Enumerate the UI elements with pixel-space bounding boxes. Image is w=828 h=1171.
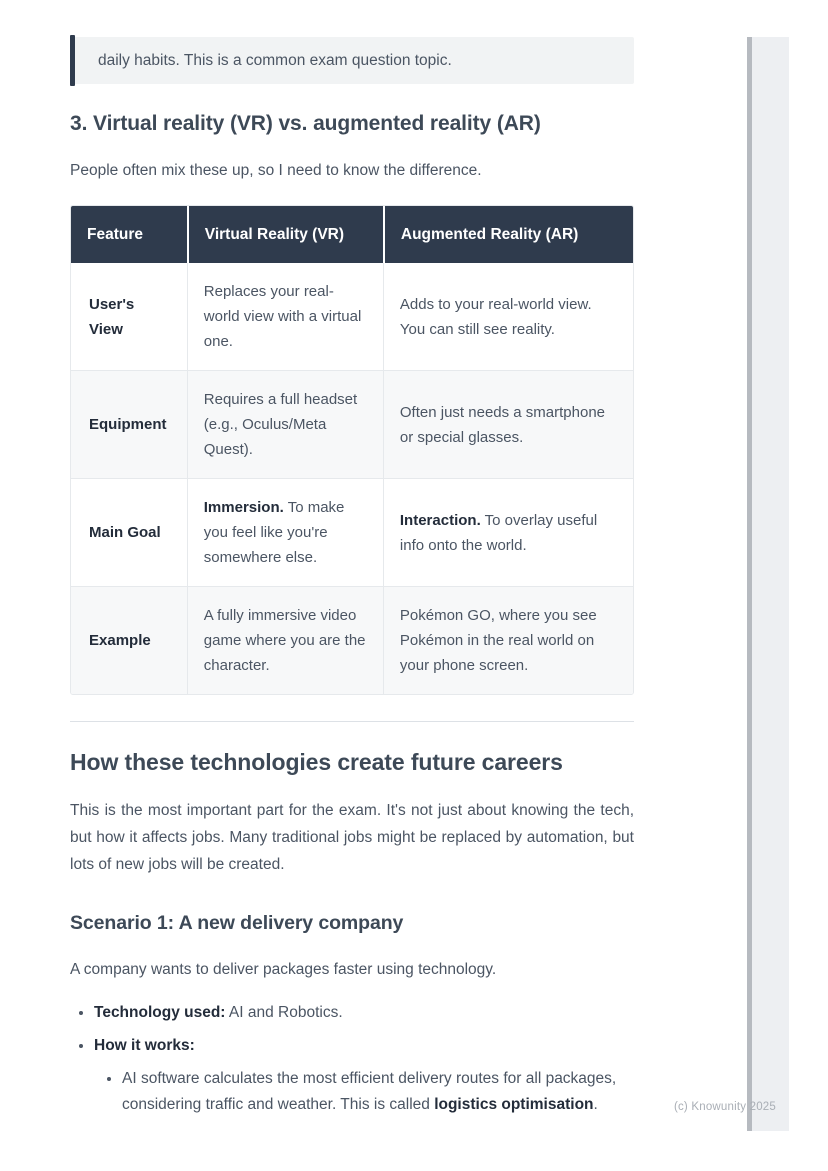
list-item <box>94 1033 634 1118</box>
bold-text: Technology used: <box>94 1004 226 1021</box>
table-header-row <box>71 206 633 263</box>
vr-cell <box>187 370 383 478</box>
vr-cell <box>187 263 383 370</box>
section-heading-vr-vs-ar: 3. Virtual reality (VR) vs. augmented reality (AR) <box>70 112 541 135</box>
page-edge-strip <box>747 37 789 1131</box>
vr-cell <box>187 586 383 694</box>
scenario1-intro: A company wants to deliver packages faster using technology. <box>70 961 497 978</box>
bold-text: Interaction. <box>399 511 481 529</box>
feature-cell: Example <box>71 586 187 694</box>
vr-cell <box>187 478 383 586</box>
vr-ar-intro-paragraph: People often mix these up, so I need to know the difference. <box>70 162 482 179</box>
bold-text: logistics optimisation <box>434 1096 594 1113</box>
plain-text: Adds to your real-world view. You can still see reality. <box>399 295 592 338</box>
scenario-list <box>70 1000 634 1118</box>
bold-text: Immersion. <box>203 499 284 516</box>
ar-cell <box>383 263 633 370</box>
list-item <box>94 1000 634 1026</box>
bold-text: How it works: <box>94 1037 195 1054</box>
blockquote-text: daily habits. This is a common exam question topic. <box>98 52 452 69</box>
table-row <box>71 370 633 478</box>
ar-cell <box>383 586 633 694</box>
copyright-watermark: (c) Knowunity 2025 <box>673 1101 776 1113</box>
plain-text: Often just needs a smartphone or special glasses. <box>399 403 606 446</box>
plain-text: AI software calculates the most efficient delivery routes for all packages, considering traffic and weather. This is called <box>122 1070 617 1113</box>
scenario1-heading: Scenario 1: A new delivery company <box>70 912 404 934</box>
blockquote-bar <box>70 35 75 86</box>
table-head <box>71 206 633 263</box>
table-row <box>71 263 633 370</box>
plain-text: Pokémon GO, where you see Pokémon in the real world on your phone screen. <box>399 607 597 674</box>
table-body <box>71 263 633 694</box>
table-header-cell-1: Virtual Reality (VR) <box>187 206 383 263</box>
table-header-cell-0: Feature <box>71 206 187 263</box>
careers-paragraph: This is the most important part for the exam. It's not just about knowing the tech, but how it affects jobs. Many traditional jobs might be replaced by automation, but lots of new jobs will be created. <box>70 802 634 873</box>
document-content <box>70 0 634 1125</box>
feature-cell: User's View <box>71 263 187 370</box>
plain-text: . <box>593 1096 598 1113</box>
nested-list <box>94 1066 634 1118</box>
plain-text: A fully immersive video game where you are the character. <box>203 607 366 674</box>
table-row <box>71 478 633 586</box>
table-row <box>71 586 633 694</box>
plain-text: Replaces your real-world view with a virtual one. <box>203 283 362 350</box>
ar-cell <box>383 478 633 586</box>
plain-text: To make you feel like you're somewhere else. <box>203 499 345 566</box>
plain-text: AI and Robotics. <box>225 1004 343 1021</box>
ar-cell <box>383 370 633 478</box>
section-divider <box>70 721 634 722</box>
list-item <box>122 1066 634 1118</box>
plain-text: Requires a full headset (e.g., Oculus/Meta Quest). <box>203 391 358 458</box>
plain-text: To overlay useful info onto the world. <box>399 511 598 554</box>
table-header-cell-2: Augmented Reality (AR) <box>383 206 633 263</box>
careers-heading: How these technologies create future careers <box>70 749 563 775</box>
blockquote <box>70 37 634 84</box>
vr-ar-table <box>71 206 633 694</box>
comparison-table <box>70 205 634 695</box>
feature-cell: Main Goal <box>71 478 187 586</box>
feature-cell: Equipment <box>71 370 187 478</box>
